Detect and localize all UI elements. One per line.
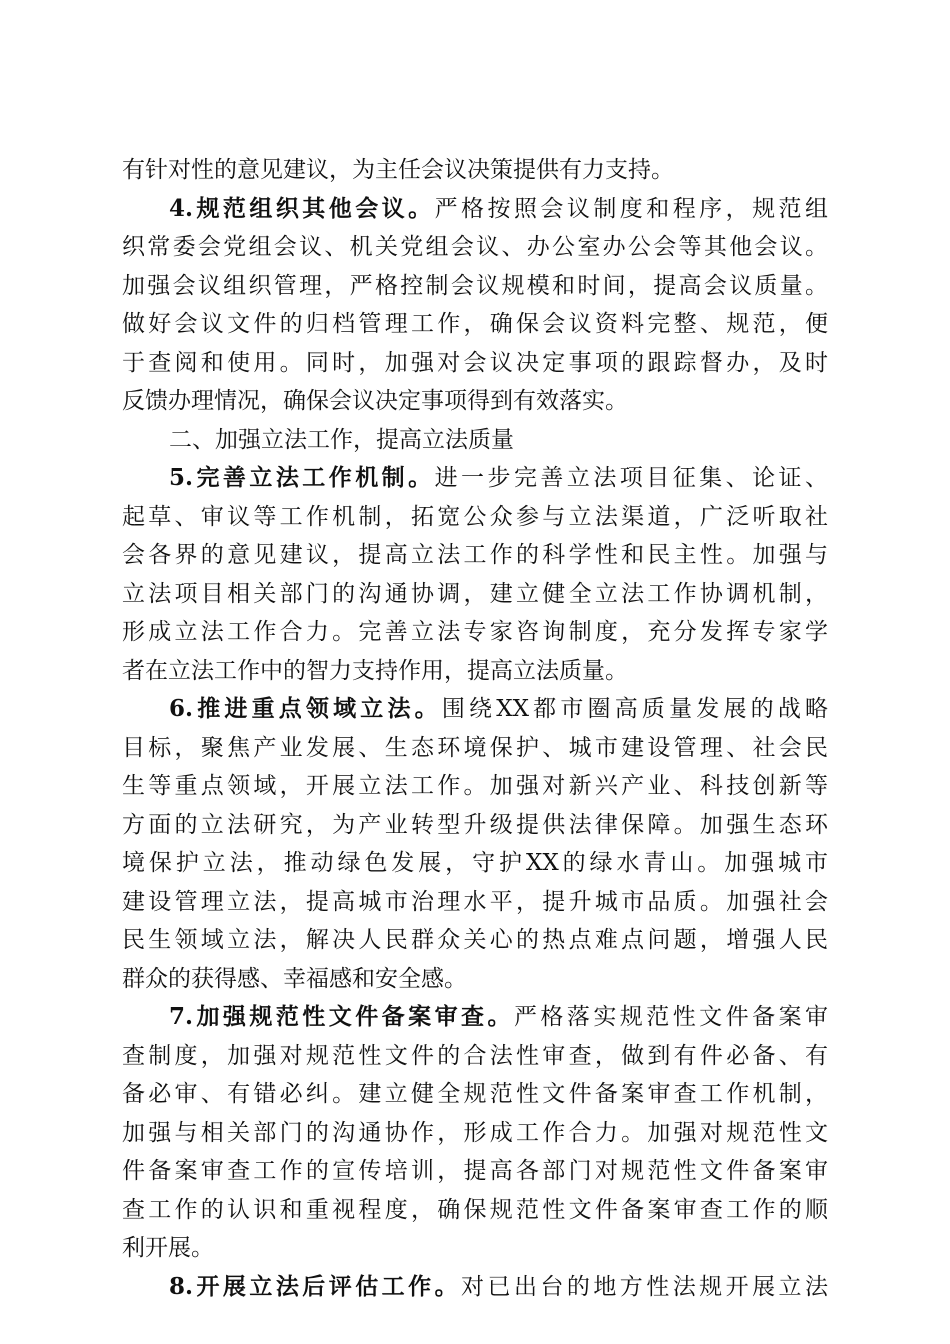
paragraph-first-line	[122, 459, 828, 498]
text-line: 反馈办理情况，确保会议决定事项得到有效落实。	[122, 388, 628, 414]
text-line: 织常委会党组会议、机关党组会议、办公室办公会等其他会议。	[122, 234, 828, 260]
item-heading: 8.开展立法后评估工作。	[169, 1272, 462, 1300]
text-run: 严格按照会议制度和程序，规范组	[434, 195, 829, 222]
document-page	[122, 151, 828, 1306]
text-line: 目标，聚焦产业发展、生态环境保护、城市建设管理、社会民	[122, 734, 828, 761]
text-line: 加强与相关部门的沟通协作，形成工作合力。加强对规范性文	[122, 1119, 828, 1146]
text-line: 建设管理立法，提高城市治理水平，提升城市品质。加强社会	[122, 888, 828, 915]
text-line: 于查阅和使用。同时，加强对会议决定事项的跟踪督办，及时	[122, 349, 828, 376]
text-line: 件备案审查工作的宣传培训，提高各部门对规范性文件备案审	[122, 1158, 828, 1184]
paragraph-first-line	[122, 1268, 828, 1307]
text-run: 围绕XX都市圈高质量发展的战略	[441, 696, 829, 722]
item-heading: 6.推进重点领域立法。	[169, 695, 442, 722]
text-line: 境保护立法，推动绿色发展，守护XX的绿水青山。加强城市	[122, 850, 828, 876]
text-run: 对已出台的地方性法规开展立法	[461, 1273, 828, 1300]
item-heading: 5.完善立法工作机制。	[169, 464, 435, 491]
text-run: 严格落实规范性文件备案审	[513, 1004, 829, 1030]
text-run: 进一步完善立法项目征集、论证、	[434, 465, 829, 491]
text-line: 形成立法工作合力。完善立法专家咨询制度，充分发挥专家学	[122, 619, 828, 645]
text-line: 有针对性的意见建议，为主任会议决策提供有力支持。	[122, 157, 674, 183]
text-line: 查工作的认识和重视程度，确保规范性文件备案审查工作的顺	[122, 1196, 828, 1223]
text-line: 查制度，加强对规范性文件的合法性审查，做到有件必备、有	[122, 1042, 828, 1069]
text-line: 备必审、有错必纠。建立健全规范性文件备案审查工作机制，	[122, 1081, 828, 1107]
text-line: 方面的立法研究，为产业转型升级提供法律保障。加强生态环	[122, 811, 828, 838]
text-line: 民生领域立法，解决人民群众关心的热点难点问题，增强人民	[122, 927, 828, 953]
item-heading: 4.规范组织其他会议。	[169, 194, 435, 222]
paragraph-first-line	[122, 690, 828, 729]
text-line: 者在立法工作中的智力支持作用，提高立法质量。	[122, 657, 628, 684]
paragraph-first-line	[122, 998, 828, 1037]
text-line: 加强会议组织管理，严格控制会议规模和时间，提高会议质量。	[122, 272, 828, 299]
text-line: 起草、审议等工作机制，拓宽公众参与立法渠道，广泛听取社	[122, 503, 828, 530]
text-line: 利开展。	[122, 1235, 214, 1261]
text-line: 会各界的意见建议，提高立法工作的科学性和民主性。加强与	[122, 542, 828, 568]
item-heading: 7.加强规范性文件备案审查。	[169, 1003, 514, 1030]
text-line: 生等重点领域，开展立法工作。加强对新兴产业、科技创新等	[122, 773, 828, 799]
text-line: 做好会议文件的归档管理工作，确保会议资料完整、规范，便	[122, 311, 828, 337]
text-line: 群众的获得感、幸福感和安全感。	[122, 965, 467, 992]
section-title: 二、加强立法工作，提高立法质量	[169, 426, 514, 453]
paragraph-first-line	[122, 190, 828, 229]
text-line: 立法项目相关部门的沟通协调，建立健全立法工作协调机制，	[122, 580, 828, 607]
